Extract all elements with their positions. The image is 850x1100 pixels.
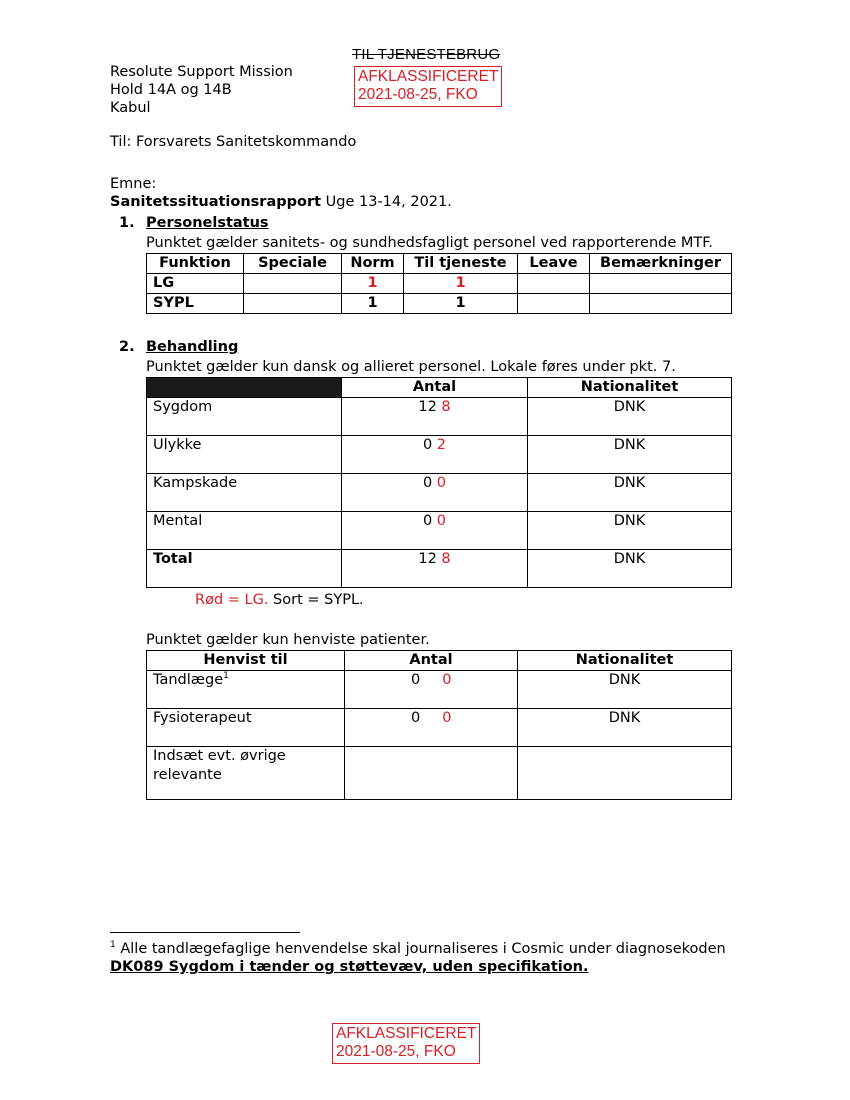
antal-lg: 8 — [441, 551, 451, 567]
legend-red: Rød = LG. — [195, 592, 269, 608]
section1-intro: Punktet gælder sanitets- og sundhedsfagligt personel ved rapporterende MTF. — [146, 235, 713, 251]
sender-line: Kabul — [110, 100, 151, 116]
section2-number: 2. — [119, 339, 135, 355]
cell-nationalitet: DNK — [528, 512, 732, 550]
classification-marking: TIL TJENESTEBRUG — [352, 46, 501, 63]
table-row — [147, 671, 732, 709]
cell-antal — [342, 436, 528, 474]
table-row-total — [147, 550, 732, 588]
cell-speciale — [244, 274, 342, 294]
subject-title — [110, 193, 452, 211]
cell-category: Kampskade — [147, 474, 342, 512]
section1-number: 1. — [119, 215, 135, 231]
antal-sypl: 12 — [418, 399, 437, 415]
antal-lg: 0 — [436, 513, 447, 529]
referral-table — [146, 650, 732, 800]
cell-henvist-til — [147, 709, 345, 747]
footnote-text — [110, 940, 726, 958]
sender-line: Hold 14A og 14B — [110, 82, 232, 98]
column-header: Til tjeneste — [404, 254, 518, 274]
table-header-row — [147, 378, 732, 398]
cell-antal — [342, 474, 528, 512]
antal-lg: 0 — [442, 710, 452, 726]
cell-antal — [345, 671, 518, 709]
section1-title: Personelstatus — [146, 215, 269, 231]
column-header: Speciale — [244, 254, 342, 274]
table-row — [147, 474, 732, 512]
antal-sypl: 0 — [422, 475, 433, 491]
table-row — [147, 709, 732, 747]
antal-lg: 0 — [436, 475, 447, 491]
stamp-date: 2021-08-25, FKO — [358, 86, 478, 103]
referral-intro: Punktet gælder kun henviste patienter. — [146, 632, 430, 648]
antal-sypl: 0 — [411, 710, 421, 726]
column-header: Leave — [518, 254, 590, 274]
cell-nationalitet: DNK — [518, 709, 732, 747]
legend-black: Sort = SYPL. — [268, 592, 364, 608]
cell-antal — [342, 512, 528, 550]
antal-sypl: 0 — [422, 513, 433, 529]
cell-bemaerkninger — [590, 274, 732, 294]
cell-bemaerkninger — [590, 294, 732, 314]
antal-lg: 8 — [441, 399, 451, 415]
column-header: Funktion — [147, 254, 244, 274]
stamp-status: AFKLASSIFICERET — [336, 1025, 477, 1042]
column-header-blank — [147, 378, 342, 398]
cell-henvist-til — [147, 747, 345, 800]
declassified-stamp-top — [354, 66, 502, 107]
cell-speciale — [244, 294, 342, 314]
table-row — [147, 274, 732, 294]
table-header-row — [147, 254, 732, 274]
cell-nationalitet: DNK — [518, 671, 732, 709]
stamp-status: AFKLASSIFICERET — [358, 68, 499, 85]
sender-block — [110, 63, 293, 117]
cell-nationalitet: DNK — [528, 474, 732, 512]
sender-line: Resolute Support Mission — [110, 64, 293, 80]
cell-nationalitet: DNK — [528, 436, 732, 474]
column-header: Henvist til — [147, 651, 345, 671]
table-row — [147, 398, 732, 436]
referral-label-line: relevante — [153, 767, 222, 783]
antal-sypl: 0 — [422, 437, 433, 453]
referral-label: Tandlæge — [153, 672, 224, 688]
cell-antal — [342, 398, 528, 436]
report-title: Sanitetssituationsrapport — [110, 194, 322, 210]
section2-title: Behandling — [146, 339, 239, 355]
table-row — [147, 512, 732, 550]
cell-category: Total — [147, 550, 342, 588]
antal-lg: 2 — [436, 437, 447, 453]
column-header: Antal — [345, 651, 518, 671]
cell-norm: 1 — [342, 274, 404, 294]
table-row — [147, 747, 732, 800]
cell-funktion: SYPL — [147, 294, 244, 314]
table-row — [147, 294, 732, 314]
cell-leave — [518, 274, 590, 294]
cell-category: Mental — [147, 512, 342, 550]
stamp-date: 2021-08-25, FKO — [336, 1043, 456, 1060]
table-row — [147, 436, 732, 474]
footnote-marker: 1 — [223, 671, 229, 682]
section2-intro: Punktet gælder kun dansk og allieret personel. Lokale føres under pkt. 7. — [146, 359, 676, 375]
cell-antal — [342, 550, 528, 588]
report-period: Uge 13-14, 2021. — [321, 194, 452, 210]
recipient-line: Til: Forsvarets Sanitetskommando — [110, 134, 357, 150]
referral-label-line: Indsæt evt. øvrige — [153, 748, 286, 764]
referral-label: Fysioterapeut — [153, 710, 252, 726]
cell-til-tjeneste: 1 — [404, 294, 518, 314]
declassified-stamp-bottom — [332, 1023, 480, 1064]
cell-leave — [518, 294, 590, 314]
treatment-table — [146, 377, 732, 588]
cell-til-tjeneste: 1 — [404, 274, 518, 294]
column-header: Norm — [342, 254, 404, 274]
personnel-status-table — [146, 253, 732, 314]
column-header: Nationalitet — [518, 651, 732, 671]
cell-nationalitet: DNK — [528, 550, 732, 588]
cell-funktion: LG — [147, 274, 244, 294]
column-header: Nationalitet — [528, 378, 732, 398]
footnote-body: Alle tandlægefaglige henvendelse skal journaliseres i Cosmic under diagnosekoden — [115, 941, 726, 957]
cell-nationalitet — [518, 747, 732, 800]
antal-sypl: 12 — [418, 551, 437, 567]
subject-label: Emne: — [110, 176, 157, 192]
cell-nationalitet: DNK — [528, 398, 732, 436]
footnote-marker: 1 — [110, 940, 116, 951]
cell-category: Ulykke — [147, 436, 342, 474]
antal-sypl: 0 — [411, 672, 421, 688]
color-legend — [195, 591, 364, 609]
cell-antal — [345, 709, 518, 747]
table-header-row — [147, 651, 732, 671]
column-header: Antal — [342, 378, 528, 398]
column-header: Bemærkninger — [590, 254, 732, 274]
cell-category: Sygdom — [147, 398, 342, 436]
cell-antal — [345, 747, 518, 800]
footnote-separator — [110, 932, 300, 933]
antal-lg: 0 — [442, 672, 452, 688]
cell-henvist-til — [147, 671, 345, 709]
footnote-diagnosis-code: DK089 Sygdom i tænder og støttevæv, uden specifikation. — [110, 959, 589, 975]
cell-norm: 1 — [342, 294, 404, 314]
